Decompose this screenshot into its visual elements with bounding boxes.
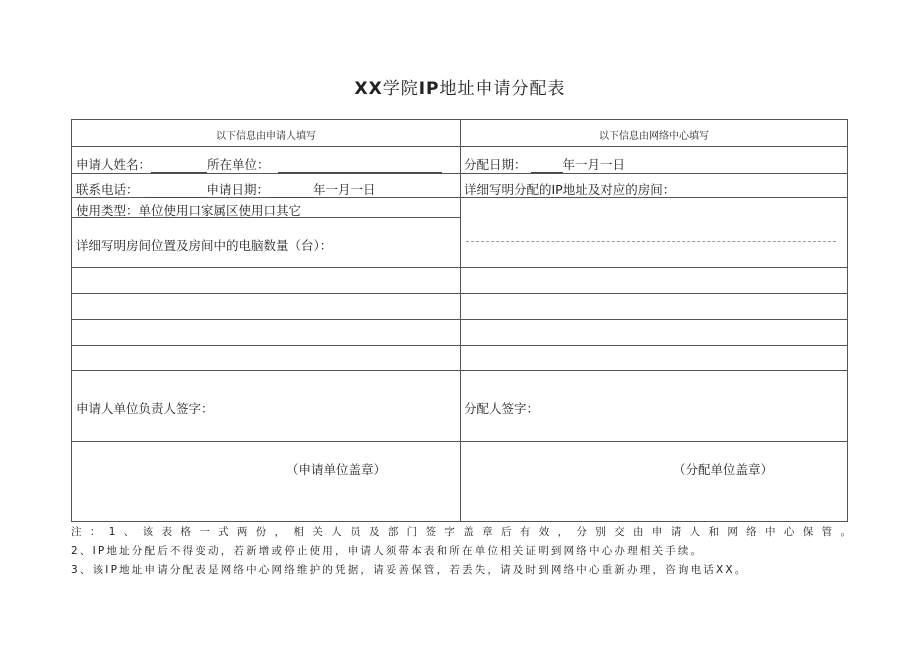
row-divider [72, 345, 847, 346]
row-divider [72, 267, 847, 268]
column-divider [460, 120, 461, 521]
assign-date-format: 年一月一日 [562, 157, 626, 172]
ip-entry-line[interactable] [466, 241, 836, 242]
row-divider [72, 146, 847, 147]
assign-date-label: 分配日期： [464, 157, 527, 172]
title-ip: IP [418, 79, 440, 99]
row-divider [72, 293, 847, 294]
row-divider [72, 370, 847, 371]
ip-detail-label: 详细写明分配的IP地址及对应的房间： [464, 182, 676, 197]
apply-date-label: 申请日期： [206, 182, 270, 197]
unit-label: 所在单位： [207, 157, 270, 172]
page-title [0, 74, 920, 99]
title-mid: 学院 [382, 79, 419, 99]
phone-field[interactable] [145, 185, 207, 198]
applicant-name-label: 申请人姓名： [76, 157, 152, 172]
note-1: 注：1、该表格一式两份，相关人员及部门签字盖章后有效，分别交由申请人和网络中心保管。 [71, 526, 851, 538]
left-section-header: 以下信息由申请人填写 [216, 131, 316, 142]
apply-date-field[interactable] [269, 185, 313, 198]
use-type: 使用类型：单位使用口家属区使用口其它 [76, 203, 302, 218]
applicant-seal: （申请单位盖章） [286, 462, 387, 477]
phone-label: 联系电话： [76, 182, 139, 197]
note-2: 2、IP地址分配后不得变动，若新增或停止使用，申请人须带本表和所在单位相关证明到网络中心办理相关手续。 [71, 545, 704, 557]
assigner-sign-label: 分配人签字： [464, 401, 540, 416]
apply-date-format: 年一月一日 [313, 182, 376, 197]
room-detail-label: 详细写明房间位置及房间中的电脑数量（台）： [76, 238, 333, 253]
note-3: 3、该IP地址申请分配表是网络中心网络维护的凭据，请妥善保管，若丢失，请及时到网络中心重新办理，咨询电话XX。 [71, 564, 748, 576]
application-form [71, 119, 848, 522]
row-divider [72, 319, 847, 320]
title-suffix: 地址申请分配表 [439, 79, 566, 99]
title-prefix: XX [354, 79, 383, 99]
phone-row [76, 180, 376, 198]
assign-date-field[interactable] [531, 160, 563, 173]
unit-field[interactable] [278, 160, 442, 173]
assigner-seal: （分配单位盖章） [673, 462, 774, 477]
applicant-name-field[interactable] [151, 160, 207, 173]
row-divider [72, 441, 847, 442]
applicant-sign-label: 申请人单位负责人签字： [76, 401, 214, 416]
notes [71, 523, 851, 580]
assign-date-row [464, 155, 625, 173]
applicant-name-row [76, 155, 442, 173]
row-divider [72, 173, 847, 174]
right-section-header: 以下信息由网络中心填写 [599, 131, 709, 142]
